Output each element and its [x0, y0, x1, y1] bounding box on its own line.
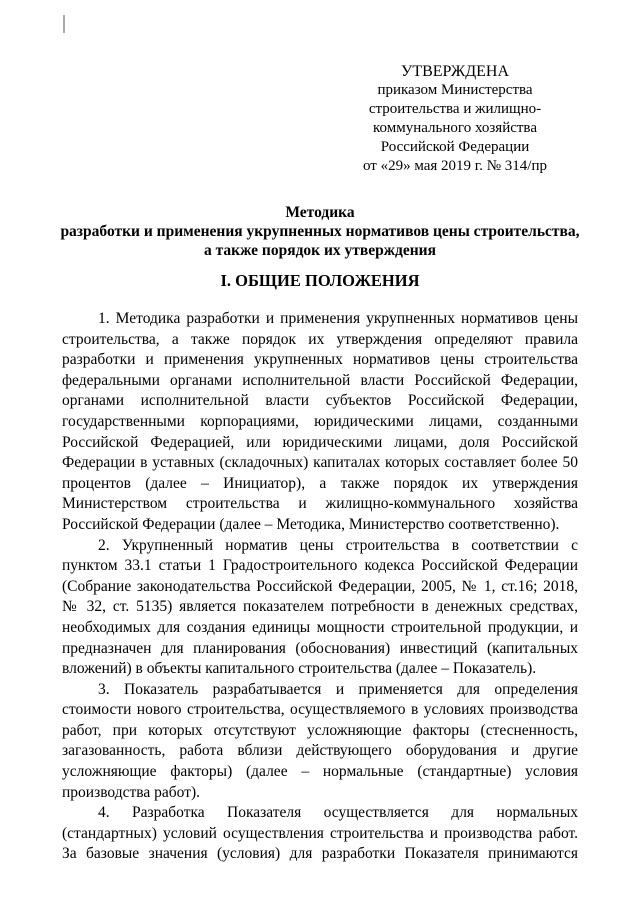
approval-stamp [340, 62, 570, 176]
document-body [62, 309, 578, 865]
paragraph: 2. Укрупненный норматив цены строительства в соответствии с пунктом 33.1 статьи 1 Градостроительного кодекса Российской Федерации (Собрание законодательства Российской Федерации, 2005, № 1, ст.16; 2018, № 32, ст. 5135) является показателем потребности в денежных средствах, необходимых для создания единицы мощности строительной продукции, и предназначен для планирования (обоснования) инвестиций (капитальных вложений) в объекты капитального строительства (далее – Показатель). [62, 536, 578, 678]
approval-line: Российской Федерации [380, 139, 530, 155]
paragraph: 4. Разработка Показателя осуществляется для нормальных (стандартных) условий осуществления строительства и производства работ. За базовые значения (условия) для разработки Показателя принимаются [62, 804, 578, 863]
section-heading: I. ОБЩИЕ ПОЛОЖЕНИЯ [220, 271, 420, 290]
document-title [40, 203, 600, 260]
title-line: разработки и применения укрупненных нормативов цены строительства, [60, 223, 580, 240]
title-line: а также порядок их утверждения [204, 242, 436, 259]
scan-mark [63, 15, 65, 33]
title-line: Методика [285, 204, 355, 221]
approval-line: строительства и жилищно- [368, 101, 542, 117]
paragraph: 1. Методика разработки и применения укрупненных нормативов цены строительства, а также порядок их утверждения определяют правила разработки и применения укрупненных нормативов цены строительства федеральными органами исполнительной власти Российской Федерации, органами исполнительной власти субъектов Российской Федерации, государственными корпорациями, юридическими лицами, созданными Российской Федерацией, или юридическими лицами, доля Российской Федерации в уставных (складочных) капиталах которых составляет более 50 процентов (далее – Инициатор), а также порядок их утверждения Министерством строительства и жилищно-коммунального хозяйства Российской Федерации (далее – Методика, Министерство соответственно). [62, 310, 578, 533]
approval-line: приказом Министерства [377, 82, 533, 98]
approval-line: коммунального хозяйства [373, 120, 537, 136]
paragraph: 3. Показатель разрабатывается и применяется для определения стоимости нового строительства, осуществляемого в условиях производства работ, при которых отсутствуют усложняющие факторы (стесненность, загазованность, работа вблизи действующего оборудования и другие усложняющие факторы) (далее – нормальные (стандартные) условия производства работ). [62, 680, 578, 801]
approval-line: от «29» мая 2019 г. № 314/пр [362, 158, 548, 174]
approval-line: УТВЕРЖДЕНА [400, 63, 509, 80]
